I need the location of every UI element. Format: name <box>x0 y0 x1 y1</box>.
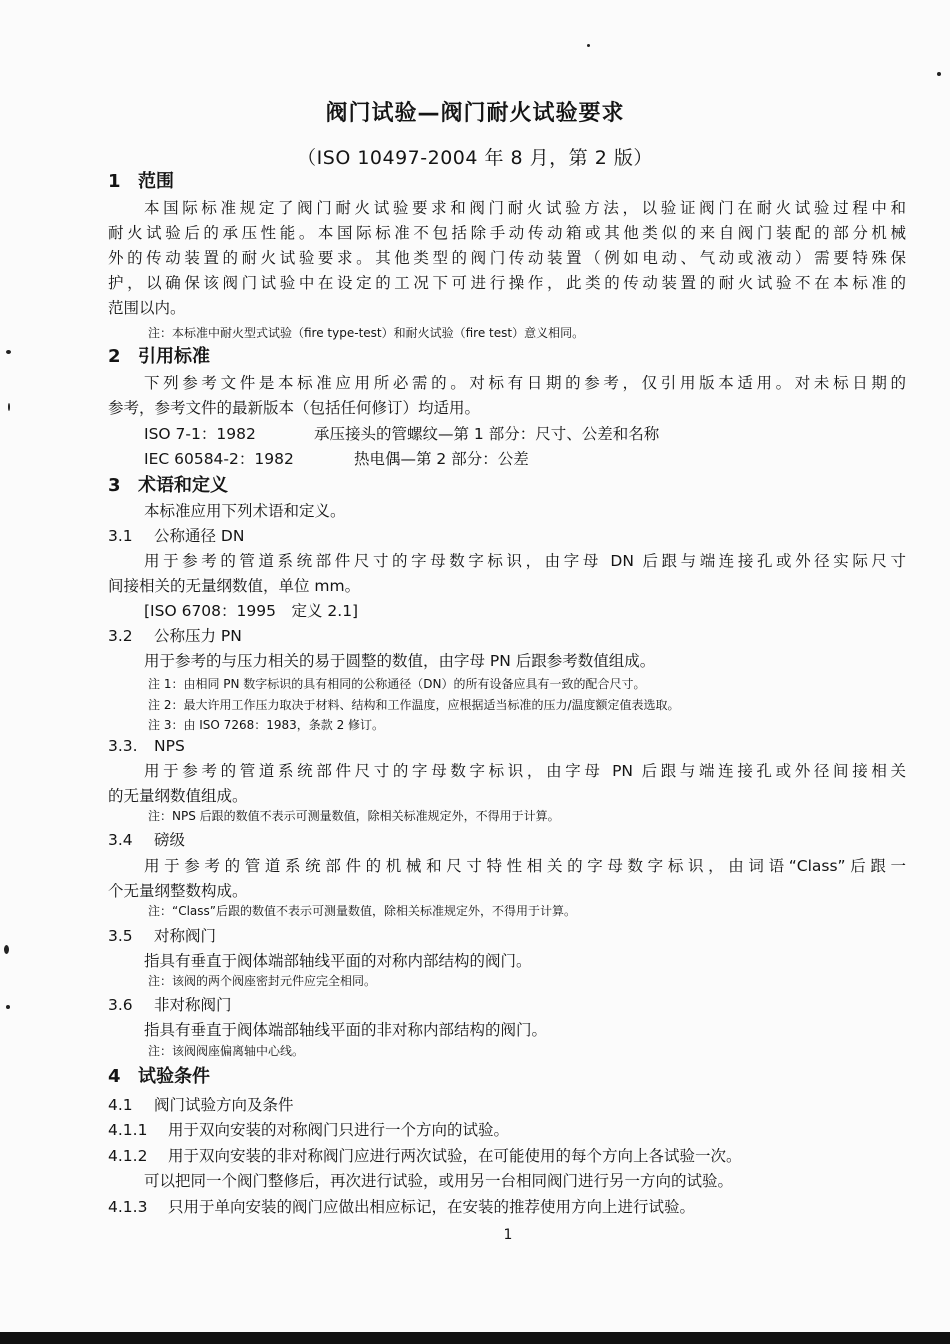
paragraph-line: 范围以内。 <box>108 299 186 317</box>
subsection-number: 3.6 <box>108 996 133 1014</box>
subsection-number: 3.1 <box>108 527 133 545</box>
subsection-title: 非对称阀门 <box>154 996 232 1014</box>
reference-code: ISO 7-1：1982 <box>144 425 256 443</box>
section-number: 1 <box>108 171 121 192</box>
subsection-number: 4.1 <box>108 1096 133 1114</box>
subsection-title: 磅级 <box>154 831 186 849</box>
reference-item <box>144 423 659 445</box>
subsection-number: 4.1.2 <box>108 1147 148 1165</box>
subsection-4-1-3 <box>108 1196 695 1218</box>
paragraph-line: 用于参考的管道系统部件尺寸的字母数字标识，由字母 DN 后跟与端连接孔或外径实际尺寸 <box>144 552 906 570</box>
scan-speck <box>4 945 9 954</box>
section-title: 范围 <box>138 171 174 192</box>
subsection-number: 4.1.1 <box>108 1121 148 1139</box>
subsection-number: 3.5 <box>108 927 133 945</box>
subsection-title: 公称压力 PN <box>154 627 242 645</box>
note-text: 注 3：由 ISO 7268：1983，条款 2 修订。 <box>148 718 385 732</box>
scan-speck <box>937 72 941 76</box>
paragraph-line: 用于参考的与压力相关的易于圆整的数值，由字母 PN 后跟参考数值组成。 <box>144 652 656 670</box>
section-title: 试验条件 <box>138 1066 210 1087</box>
paragraph-line: 护，以确保该阀门试验中在设定的工况下可进行操作，此类的传动装置的耐火试验不在本标准的 <box>108 274 906 292</box>
section-2-heading <box>108 346 210 368</box>
subsection-4-1-1 <box>108 1119 509 1141</box>
subsection-3-3-heading <box>108 735 185 757</box>
note-text: 注：该阀阀座偏离轴中心线。 <box>148 1044 305 1058</box>
section-number: 4 <box>108 1066 121 1087</box>
subsection-title: 公称通径 DN <box>154 527 245 545</box>
paragraph-line: 指具有垂直于阀体端部轴线平面的非对称内部结构的阀门。 <box>144 1021 548 1039</box>
paragraph-line: 本标准应用下列术语和定义。 <box>144 502 346 520</box>
subsection-number: 3.3. <box>108 737 138 755</box>
scan-speck <box>8 403 10 411</box>
scan-border <box>0 1332 950 1344</box>
subsection-3-2-heading <box>108 625 242 647</box>
note-text: 注 2：最大许用工作压力取决于材料、结构和工作温度，应根据适当标准的压力/温度额定值表选取。 <box>148 698 680 712</box>
paragraph-line: 本国际标准规定了阀门耐火试验要求和阀门耐火试验方法，以验证阀门在耐火试验过程中和 <box>144 199 906 217</box>
paragraph-line: 的无量纲数值组成。 <box>108 787 248 805</box>
paragraph-line: 用于参考的管道系统部件尺寸的字母数字标识，由字母 PN 后跟与端连接孔或外径间接相关 <box>144 762 906 780</box>
subsection-number: 4.1.3 <box>108 1198 148 1216</box>
subsection-3-6-heading <box>108 994 232 1016</box>
paragraph-line: 指具有垂直于阀体端部轴线平面的对称内部结构的阀门。 <box>144 952 532 970</box>
subsection-3-4-heading <box>108 829 185 851</box>
paragraph-line: 用于参考的管道系统部件的机械和尺寸特性相关的字母数字标识，由词语“Class”后跟一 <box>144 857 906 875</box>
note-text: 注：NPS 后跟的数值不表示可测量数值，除相关标准规定外，不得用于计算。 <box>148 809 560 823</box>
paragraph-line: 外的传动装置的耐火试验要求。其他类型的阀门传动装置（例如电动、气动或液动）需要特殊保 <box>108 249 906 267</box>
section-1-heading <box>108 171 174 193</box>
definition-source: [ISO 6708：1995 定义 2.1] <box>144 602 359 620</box>
note-text: 注：“Class”后跟的数值不表示可测量数值，除相关标准规定外，不得用于计算。 <box>148 904 577 918</box>
scan-speck <box>6 350 11 354</box>
paragraph-line: 耐火试验后的承压性能。本国际标准不包括除手动传动箱或其他类似的来自阀门装配的部分机械 <box>108 224 906 242</box>
scan-speck <box>587 44 590 47</box>
page-number: 1 <box>503 1227 513 1243</box>
paragraph-line: 间接相关的无量纲数值，单位 mm。 <box>108 577 361 595</box>
section-3-heading <box>108 475 228 497</box>
note-text: 注：本标准中耐火型式试验（fire type-test）和耐火试验（fire test）意义相同。 <box>148 326 585 340</box>
subsection-4-1-2 <box>108 1145 742 1167</box>
reference-item <box>144 448 529 470</box>
subsection-3-1-heading <box>108 525 244 547</box>
subsection-title: 阀门试验方向及条件 <box>154 1096 294 1114</box>
document-title: 阀门试验—阀门耐火试验要求 <box>325 101 625 126</box>
subsection-3-5-heading <box>108 925 216 947</box>
subsection-text: 用于双向安装的对称阀门只进行一个方向的试验。 <box>168 1121 510 1139</box>
subsection-title: 对称阀门 <box>154 927 217 945</box>
section-title: 术语和定义 <box>138 475 228 496</box>
subsection-text: 只用于单向安装的阀门应做出相应标记，在安装的推荐使用方向上进行试验。 <box>168 1198 696 1216</box>
reference-title: 承压接头的管螺纹—第 1 部分：尺寸、公差和名称 <box>314 425 660 443</box>
paragraph-line: 个无量纲整数构成。 <box>108 882 248 900</box>
note-text: 注：该阀的两个阀座密封元件应完全相同。 <box>148 974 377 988</box>
subsection-number: 3.2 <box>108 627 133 645</box>
scan-speck <box>6 1005 10 1009</box>
subsection-4-1-heading <box>108 1094 294 1116</box>
reference-title: 热电偶—第 2 部分：公差 <box>354 450 529 468</box>
note-text: 注 1：由相同 PN 数字标识的具有相同的公称通径（DN）的所有设备应具有一致的配合尺寸。 <box>148 677 646 691</box>
section-number: 3 <box>108 475 121 496</box>
section-number: 2 <box>108 346 121 367</box>
reference-code: IEC 60584-2：1982 <box>144 450 294 468</box>
paragraph-line: 参考，参考文件的最新版本（包括任何修订）均适用。 <box>108 399 481 417</box>
subsection-title: NPS <box>154 737 185 755</box>
section-title: 引用标准 <box>138 346 210 367</box>
paragraph-line: 可以把同一个阀门整修后，再次进行试验，或用另一台相同阀门进行另一方向的试验。 <box>144 1172 734 1190</box>
subsection-number: 3.4 <box>108 831 133 849</box>
paragraph-line: 下列参考文件是本标准应用所必需的。对标有日期的参考，仅引用版本适用。对未标日期的 <box>144 374 906 392</box>
document-subtitle: （ISO 10497-2004 年 8 月，第 2 版） <box>297 147 653 169</box>
subsection-text: 用于双向安装的非对称阀门应进行两次试验，在可能使用的每个方向上各试验一次。 <box>168 1147 742 1165</box>
section-4-heading <box>108 1066 210 1088</box>
